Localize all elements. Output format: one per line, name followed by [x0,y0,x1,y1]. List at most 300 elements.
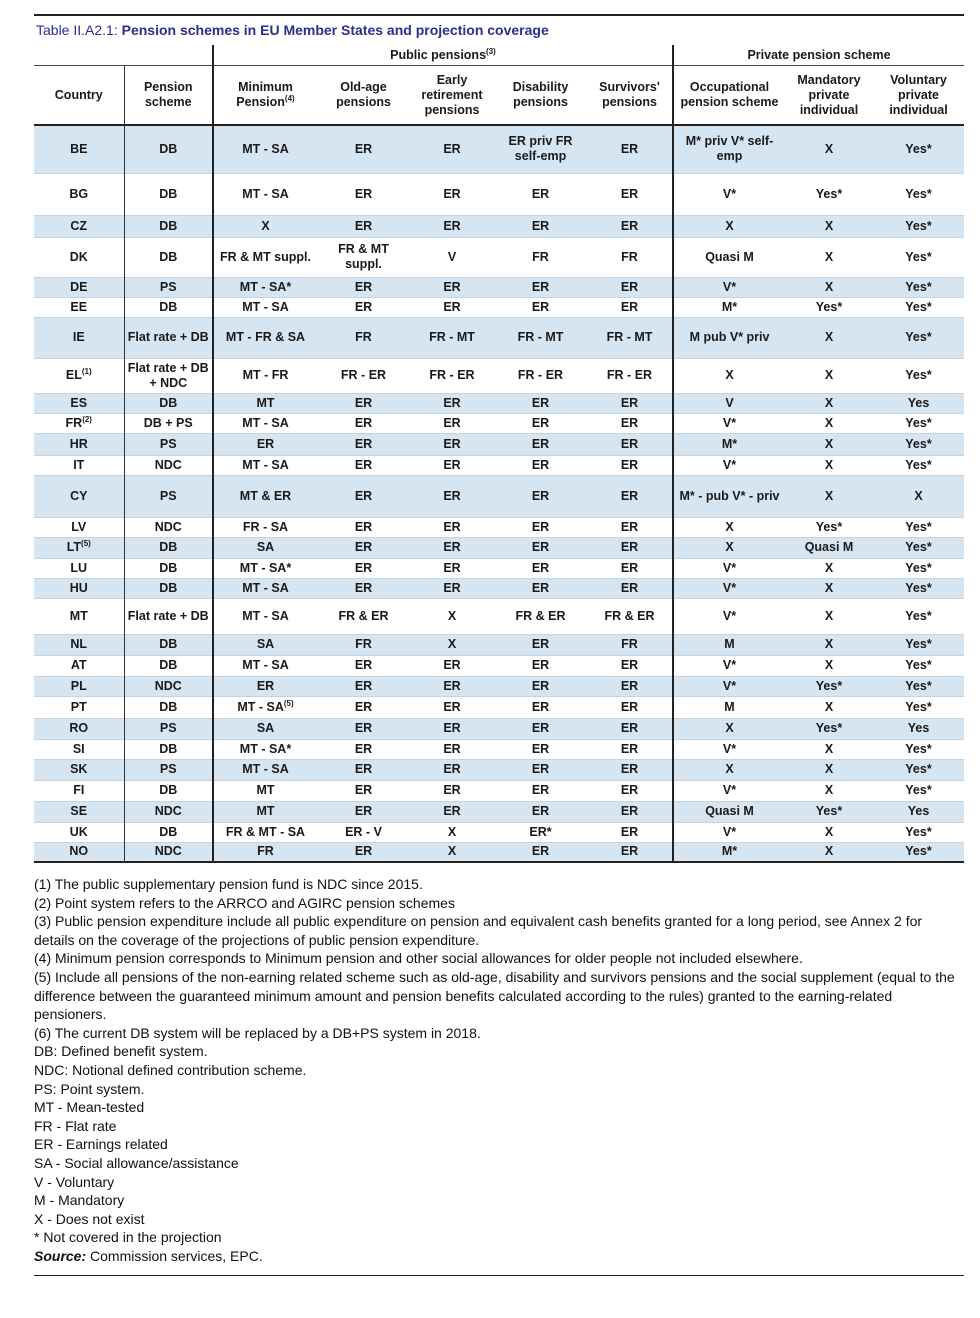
cell-early [410,578,494,598]
cell-disability-text: ER [531,279,550,294]
cell-early [410,558,494,578]
cell-early [410,237,494,277]
cell-disability-text: ER [531,783,550,797]
cell-scheme-text: DB [159,580,178,595]
cell-voluntary-text: Yes* [905,299,932,314]
cell-country [34,455,124,475]
cell-voluntary [873,215,964,237]
cell-mandatory-text: X [824,457,834,472]
cell-scheme [124,475,213,517]
cell-minimum [213,759,317,780]
cell-oldage-text: ER [354,844,373,859]
table-row [34,655,964,676]
cell-minimum-text: MT - SA* [239,560,292,575]
cell-oldage-text: ER [354,699,373,714]
footnote-line: ER - Earnings related [34,1136,168,1153]
cell-country-text: CY [70,488,88,503]
cell-country [34,125,124,173]
cell-scheme [124,598,213,634]
cell-mandatory-text: X [824,699,834,714]
cell-disability-text: ER [531,804,550,818]
cell-oldage [317,676,410,696]
cell-early [410,537,494,558]
cell-survivors-text: FR - ER [606,368,653,382]
cell-scheme-text: DB [159,783,178,797]
table-row [34,413,964,433]
cell-disability-text: ER [531,678,550,693]
cell-oldage-text: FR [355,637,372,651]
cell-country [34,598,124,634]
cell-country-text: AT [70,658,87,672]
cell-mandatory [785,173,873,215]
cell-minimum [213,393,317,413]
cell-oldage [317,475,410,517]
cell-early-text: ER [443,540,461,554]
cell-disability [494,125,587,173]
cell-oldage [317,718,410,739]
cell-mandatory [785,475,873,517]
table-row [34,475,964,517]
cell-scheme [124,433,213,455]
cell-disability [494,537,587,558]
cell-survivors-text: ER [620,844,639,859]
cell-scheme [124,676,213,696]
cell-oldage-text: ER [354,658,373,672]
cell-scheme [124,277,213,297]
cell-disability-text: ER [531,699,550,714]
cell-occupational [673,780,785,801]
header-oldage: Old-age pensions [317,66,410,126]
source-line [34,1247,964,1266]
cell-disability [494,475,587,517]
cell-mandatory [785,125,873,173]
table-row [34,676,964,696]
cell-oldage-text: FR [355,330,372,344]
cell-mandatory [785,739,873,759]
cell-survivors [587,780,673,801]
table-number: Table II.A2.1: [36,22,118,38]
cell-minimum-text: MT - SA [242,457,289,472]
cell-oldage [317,358,410,393]
cell-early-text: ER [443,560,461,575]
cell-disability [494,842,587,862]
cell-voluntary-text: Yes* [905,368,932,382]
bottom-rule [34,1275,964,1276]
cell-minimum-text: SA [256,637,275,651]
cell-voluntary-text: Yes* [905,186,932,201]
footnote-line: M - Mandatory [34,1192,125,1209]
cell-survivors [587,558,673,578]
cell-occupational [673,475,785,517]
cell-survivors [587,125,673,173]
cell-early-text: FR - ER [429,368,475,382]
cell-survivors [587,842,673,862]
cell-oldage-text: ER [354,299,373,314]
cell-voluntary [873,558,964,578]
cell-scheme [124,739,213,759]
cell-country-text: ES [70,395,88,410]
cell-voluntary-text: Yes* [905,519,932,534]
cell-oldage [317,277,410,297]
cell-disability-text: ER* [529,824,552,839]
cell-disability-text: ER [531,637,550,651]
cell-occupational [673,237,785,277]
table-row [34,237,964,277]
cell-mandatory-text: X [824,741,834,756]
country-footnote-ref: (5) [81,538,91,548]
cell-oldage [317,598,410,634]
cell-voluntary [873,173,964,215]
cell-disability [494,655,587,676]
table-row [34,317,964,358]
header-early: Early retirement pensions [410,66,494,126]
cell-oldage [317,317,410,358]
cell-mandatory [785,277,873,297]
cell-early-text: X [447,844,457,859]
header-scheme: Pension scheme [124,66,213,126]
header-minimum-label: Minimum Pension [236,80,293,109]
cell-early-text: ER [443,658,461,672]
cell-survivors [587,537,673,558]
cell-early [410,676,494,696]
cell-early [410,718,494,739]
cell-occupational [673,801,785,822]
cell-minimum [213,634,317,655]
cell-mandatory [785,780,873,801]
cell-oldage [317,842,410,862]
cell-occupational-text: M* [721,299,738,314]
cell-country-text: LT [66,540,82,554]
cell-survivors-text: ER [620,141,639,156]
cell-mandatory [785,759,873,780]
cell-disability [494,413,587,433]
cell-voluntary [873,822,964,842]
cell-occupational-text: X [725,721,734,735]
cell-scheme [124,780,213,801]
cell-voluntary [873,759,964,780]
cell-minimum-text: MT - FR & SA [225,330,306,344]
cell-early [410,634,494,655]
cell-oldage-text: FR - ER [340,368,387,382]
cell-minimum [213,842,317,862]
cell-minimum [213,578,317,598]
cell-scheme [124,801,213,822]
cell-survivors [587,598,673,634]
cell-occupational-text: X [725,368,734,382]
cell-early [410,215,494,237]
cell-minimum [213,780,317,801]
table-row [34,173,964,215]
cell-country [34,277,124,297]
cell-voluntary-text: Yes* [905,141,932,156]
cell-occupational [673,655,785,676]
cell-survivors-text: ER [620,395,639,410]
cell-oldage [317,801,410,822]
cell-country [34,842,124,862]
cell-oldage-text: ER [354,415,373,430]
cell-mandatory [785,598,873,634]
cell-disability [494,277,587,297]
cell-mandatory-text: X [824,368,834,382]
cell-survivors-text: ER [620,741,639,756]
cell-minimum-text: SA [256,540,275,554]
cell-minimum [213,317,317,358]
cell-mandatory-text: X [824,395,834,410]
cell-occupational [673,455,785,475]
cell-oldage [317,655,410,676]
cell-voluntary [873,655,964,676]
cell-mandatory-text: X [824,608,834,623]
cell-scheme-text: NDC [154,804,182,818]
source-label: Source: [34,1247,87,1264]
cell-mandatory [785,393,873,413]
cell-voluntary-text: Yes* [905,741,932,756]
cell-oldage [317,297,410,317]
cell-occupational [673,759,785,780]
cell-mandatory-text: X [824,279,834,294]
cell-occupational-text: V* [722,279,737,294]
cell-voluntary [873,517,964,537]
cell-occupational-text: V* [722,415,737,430]
table-row [34,277,964,297]
cell-mandatory-text: X [824,560,834,575]
cell-minimum [213,822,317,842]
cell-occupational-text: M [724,637,735,651]
table-row [34,558,964,578]
cell-oldage [317,237,410,277]
cell-scheme [124,558,213,578]
cell-mandatory [785,537,873,558]
cell-early [410,455,494,475]
table-row [34,433,964,455]
cell-occupational [673,517,785,537]
cell-disability [494,598,587,634]
cell-occupational-text: V* [722,580,737,595]
header-public-note: (3) [486,46,496,56]
cell-country [34,537,124,558]
cell-disability [494,676,587,696]
table-row [34,822,964,842]
cell-occupational-text: V* [722,560,737,575]
cell-scheme-text: Flat rate + DB [127,608,209,623]
table-title-text: Pension schemes in EU Member States and projection coverage [121,22,549,38]
cell-survivors [587,433,673,455]
cell-minimum-text: MT - SA [242,186,289,201]
cell-mandatory [785,718,873,739]
cell-early [410,842,494,862]
cell-country-text: BE [70,141,88,156]
cell-survivors-text: ER [620,299,639,314]
cell-country-text: IE [72,330,85,344]
cell-early [410,655,494,676]
cell-country-text: PL [70,678,87,693]
cell-scheme-text: DB [159,699,178,714]
header-blank [34,45,213,66]
cell-voluntary [873,475,964,517]
cell-minimum-text: SA [256,721,275,735]
cell-voluntary-text: Yes* [905,560,932,575]
cell-scheme-text: DB [159,186,178,201]
cell-survivors-text: ER [620,804,639,818]
cell-occupational-text: Quasi M [705,249,754,264]
header-disability: Disability pensions [494,66,587,126]
cell-mandatory [785,433,873,455]
cell-oldage-text: ER [354,540,373,554]
cell-oldage-text: ER [354,804,373,818]
cell-minimum [213,598,317,634]
cell-mandatory-text: X [824,844,834,859]
cell-occupational [673,718,785,739]
cell-early-text: ER [443,580,461,595]
cell-survivors [587,578,673,598]
cell-minimum [213,475,317,517]
table-row [34,759,964,780]
cell-minimum [213,215,317,237]
cell-survivors [587,822,673,842]
minimum-footnote-ref: (5) [283,698,294,708]
cell-mandatory [785,696,873,718]
cell-oldage [317,780,410,801]
table-row [34,739,964,759]
footnotes [34,875,964,1247]
cell-voluntary-text: Yes* [905,330,932,344]
cell-disability-text: ER [531,457,550,472]
cell-minimum-text: FR & MT - SA [225,824,306,839]
cell-occupational [673,215,785,237]
cell-oldage [317,215,410,237]
cell-mandatory [785,215,873,237]
cell-disability-text: FR [532,249,549,264]
table-row [34,718,964,739]
header-mandatory: Mandatory private individual [785,66,873,126]
cell-country [34,634,124,655]
cell-occupational-text: V* [722,457,737,472]
cell-country-text: BG [69,186,89,201]
cell-survivors [587,317,673,358]
cell-survivors [587,297,673,317]
cell-scheme [124,759,213,780]
cell-oldage-text: ER - V [345,824,382,839]
cell-voluntary-text: Yes* [905,580,932,595]
footnote-line: X - Does not exist [34,1210,145,1227]
cell-survivors-text: ER [620,721,639,735]
cell-early-text: ER [443,804,461,818]
cell-early [410,598,494,634]
cell-country [34,297,124,317]
cell-country-text: LV [71,519,87,534]
cell-country [34,655,124,676]
cell-occupational-text: V* [722,678,737,693]
cell-survivors [587,215,673,237]
cell-survivors-text: ER [620,186,639,201]
cell-disability-text: ER [531,519,550,534]
cell-voluntary [873,718,964,739]
cell-scheme [124,842,213,862]
cell-country-text: HU [69,580,88,595]
cell-minimum-text: MT - SA [242,762,289,776]
cell-voluntary-text: Yes* [905,540,932,554]
cell-voluntary [873,578,964,598]
cell-early [410,125,494,173]
cell-mandatory [785,655,873,676]
cell-voluntary [873,537,964,558]
table-title [36,21,964,39]
cell-survivors-text: ER [620,218,639,233]
cell-disability-text: ER [531,741,550,756]
cell-occupational-text: V* [722,186,737,201]
cell-disability [494,433,587,455]
cell-disability [494,759,587,780]
cell-minimum-text: MT - SA* [239,741,292,756]
cell-scheme-text: DB [159,395,178,410]
cell-scheme [124,317,213,358]
cell-disability-text: FR - MT [517,330,564,344]
cell-occupational [673,393,785,413]
cell-mandatory-text: X [824,658,834,672]
cell-mandatory [785,358,873,393]
cell-country-text: FI [73,783,85,797]
cell-voluntary [873,317,964,358]
cell-mandatory [785,822,873,842]
cell-disability [494,237,587,277]
cell-voluntary-text: Yes* [905,783,932,797]
cell-occupational-text: V [725,395,734,410]
cell-early-text: FR - MT [429,330,475,344]
cell-country-text: FR [65,415,83,430]
cell-mandatory-text: X [824,436,834,451]
cell-occupational-text: M* - pub V* - priv [679,488,780,503]
cell-early [410,475,494,517]
source-text: Commission services, EPC. [90,1247,263,1264]
cell-scheme-text: DB [159,299,178,314]
cell-survivors-text: FR & ER [604,608,655,623]
cell-minimum [213,676,317,696]
cell-country [34,801,124,822]
cell-mandatory [785,676,873,696]
cell-minimum [213,537,317,558]
cell-early-text: ER [443,299,461,314]
cell-disability-text: ER priv FR self-emp [508,134,573,164]
cell-survivors-text: ER [620,658,639,672]
cell-early [410,413,494,433]
cell-occupational [673,578,785,598]
cell-minimum [213,655,317,676]
cell-country [34,237,124,277]
cell-minimum [213,696,317,718]
cell-oldage [317,558,410,578]
cell-early [410,780,494,801]
cell-country [34,475,124,517]
country-footnote-ref: (1) [81,366,92,376]
cell-occupational-text: V* [722,824,737,839]
cell-disability [494,558,587,578]
table-row [34,215,964,237]
cell-early-text: ER [443,279,461,294]
cell-disability [494,517,587,537]
cell-country-text: NL [70,637,88,651]
cell-minimum [213,801,317,822]
cell-mandatory-text: X [824,783,834,797]
cell-mandatory [785,801,873,822]
cell-disability-text: FR - ER [517,368,564,382]
cell-country [34,393,124,413]
cell-occupational [673,125,785,173]
table-row [34,393,964,413]
cell-survivors [587,759,673,780]
cell-oldage-text: ER [354,762,373,776]
cell-scheme-text: DB [159,218,178,233]
cell-voluntary-text: Yes* [905,762,932,776]
